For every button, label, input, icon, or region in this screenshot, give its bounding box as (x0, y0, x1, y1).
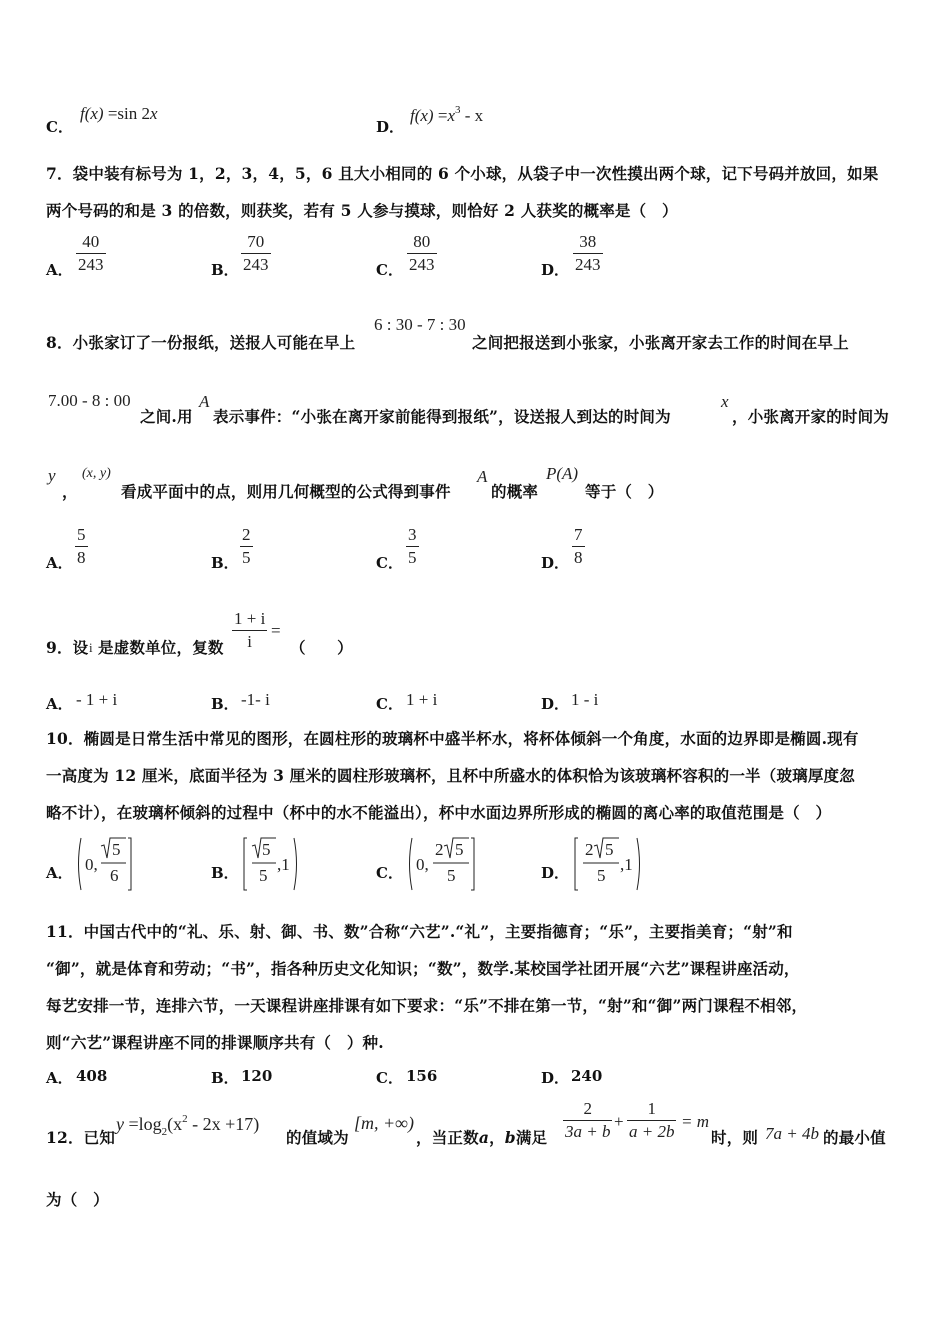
q10-b-rad: 5 (262, 840, 271, 859)
q8-var-x: x (721, 392, 729, 411)
q8-a-num: 5 (75, 524, 88, 547)
q7-option-a-label: A． (46, 261, 73, 279)
q7-line1: 7．袋中装有标号为 1，2，3，4，5，6 且大小相同的 6 个小球，从袋子中一次性摸出两个球，记下号码并放回，如果 (46, 164, 879, 183)
q12-eq-m: = m (681, 1112, 709, 1131)
q10-c-coef: 2 (435, 840, 444, 859)
q12-text-e: 时，则 (711, 1128, 759, 1147)
q11-option-c-label: C． (376, 1069, 403, 1087)
q10-a-den: 6 (110, 866, 119, 885)
q7-option-c-label: C． (376, 261, 403, 279)
q12-text-f: 的最小值 (823, 1128, 886, 1147)
q12-var-a: a (478, 1128, 490, 1147)
q7-option-c-fraction (407, 231, 437, 276)
q7-c-den: 243 (409, 255, 435, 274)
q12-func-base: 2 (161, 1126, 168, 1138)
q12-f2-den: a + 2b (629, 1122, 675, 1141)
q10-d-coef: 2 (585, 840, 594, 859)
q8-c-num: 3 (406, 524, 419, 547)
q12-f2-num: 1 (627, 1098, 676, 1121)
q9-option-a-value: - 1 + i (76, 690, 118, 709)
q9-option-c-value: 1 + i (406, 690, 438, 709)
q6-c-lhs: f(x) (80, 104, 104, 123)
q9-text-a: 9．设 (46, 638, 89, 657)
q12-sep: ， (489, 1128, 505, 1147)
q8-line2-c: ，小张离开家的时间为 (732, 407, 890, 426)
q6-d-eq: = (433, 106, 448, 125)
q10-c-den: 5 (447, 866, 456, 885)
q11-line3: 每艺安排一节，连排六节，一天课程讲座排课有如下要求：“乐”不排在第一节，“射”和“御”两门课程不相邻， (46, 996, 808, 1015)
q10-line3: 略不计），在玻璃杯倾斜的过程中（杯中的水不能溢出），杯中水面边界所形成的椭圆的离心率的取值范围是（ ） (46, 803, 832, 822)
q10-line2: 一高度为 12 厘米，底面半径为 3 厘米的圆柱形玻璃杯，且杯中所盛水的体积恰为该玻璃杯容积的一半（玻璃厚度忽 (46, 766, 855, 785)
q8-option-b-fraction (240, 524, 253, 569)
q10-option-c-label: C． (376, 864, 403, 882)
q9-eq: = (271, 621, 281, 640)
q9-option-c-label: C． (376, 695, 403, 713)
q10-a-left: 0, (85, 855, 98, 874)
q8-a-den: 8 (77, 548, 86, 567)
q12-expr: 7a + 4b (765, 1124, 819, 1143)
q8-time2: 7.00 - 8 : 00 (48, 391, 131, 410)
q12-text-c-label: ，当正数 (416, 1128, 479, 1147)
q12-text-a: 12．已知 (46, 1128, 116, 1147)
q7-d-den: 243 (575, 255, 601, 274)
q12-func-eq: =log (124, 1114, 162, 1134)
q9-option-d-value: 1 - i (571, 690, 599, 709)
q11-option-d-label: D． (541, 1069, 570, 1087)
q8-option-a-fraction (75, 524, 88, 569)
q10-b-right: ,1 (277, 855, 290, 874)
q12-fraction-2 (627, 1098, 676, 1143)
q10-option-b-label: B． (211, 864, 239, 882)
q12-func-arg-sup: 2 (182, 1113, 188, 1125)
q7-c-num: 80 (407, 231, 437, 254)
q12-text-c (416, 1126, 547, 1148)
q7-option-a-fraction (76, 231, 106, 276)
q12-func-arg-a: (x (167, 1114, 183, 1134)
q9-option-b-label: B． (211, 695, 239, 713)
q12-plus: + (614, 1112, 624, 1131)
q9-text-b: 是虚数单位，复数 (98, 638, 224, 657)
q11-line1: 11．中国古代中的“礼、乐、射、御、书、数”合称“六艺”.“礼”，主要指德育；“乐”，主要指美育；“射”和 (46, 922, 793, 941)
q8-c-den: 5 (408, 548, 417, 567)
q9-paren: （ ） (290, 638, 353, 657)
q9-fraction (232, 608, 267, 653)
q11-option-c-value: 156 (406, 1067, 438, 1085)
q9-option-d-label: D． (541, 695, 570, 713)
q10-option-d-label: D． (541, 864, 570, 882)
q12-line2: 为（ ） (46, 1190, 109, 1209)
q8-line3-c: 等于（ ） (585, 482, 664, 501)
q10-b-bracket (242, 836, 304, 892)
q8-option-d-fraction (572, 524, 585, 569)
q6-d-tail: - x (460, 106, 484, 125)
q6-c-eq: =sin 2 (103, 104, 151, 123)
q8-pa: P(A) (546, 464, 579, 483)
q12-f1-den: 3a + b (565, 1122, 611, 1141)
q7-line2: 两个号码的和是 3 的倍数，则获奖，若有 5 人参与摸球，则恰好 2 人获奖的概率是（ ） (46, 201, 678, 220)
q12-func-y: y (116, 1114, 124, 1134)
q8-line3-a: 看成平面中的点，则用几何概型的公式得到事件 (121, 482, 451, 501)
q8-line1-b: 之间把报送到小张家，小张离开家去工作的时间在早上 (472, 333, 849, 352)
q7-a-num: 40 (76, 231, 106, 254)
q6-option-c-expr (80, 104, 158, 124)
q6-option-d-expr (410, 104, 483, 126)
q6-d-sup: 3 (454, 104, 461, 116)
q8-b-num: 2 (240, 524, 253, 547)
q8-option-d-label: D． (541, 554, 570, 572)
q6-d-lhs: f(x) (410, 106, 434, 125)
q8-var-A2: A (477, 467, 488, 486)
q9-num: 1 + i (232, 608, 267, 631)
q12-f1-num: 2 (563, 1098, 612, 1121)
q11-line4: 则“六艺”课程讲座不同的排课顺序共有（ ）种. (46, 1033, 384, 1052)
q11-option-a-value: 408 (76, 1067, 108, 1085)
q10-d-rad: 5 (605, 840, 614, 859)
q10-option-a-label: A． (46, 864, 73, 882)
q8-line1-a: 8．小张家订了一份报纸，送报人可能在早上 (46, 333, 356, 352)
q10-a-rad: 5 (112, 840, 121, 859)
q11-option-b-label: B． (211, 1069, 239, 1087)
q8-time1: 6 : 30 - 7 : 30 (374, 315, 466, 334)
q10-b-den: 5 (259, 866, 268, 885)
q10-c-rad: 5 (455, 840, 464, 859)
q6-option-c-label: C． (46, 118, 73, 136)
q12-range: [m, +∞) (354, 1113, 414, 1133)
q12-func-arg-b: - 2x +17) (187, 1114, 260, 1134)
q12-text-d: 满足 (515, 1128, 548, 1147)
q12-function (116, 1113, 259, 1138)
q10-d-right: ,1 (620, 855, 633, 874)
q6-c-var: x (150, 104, 158, 123)
q9-var-i: i (89, 640, 93, 655)
q8-pair: (x, y) (82, 466, 111, 481)
q8-option-a-label: A． (46, 554, 73, 572)
q10-c-left: 0, (416, 855, 429, 874)
q8-var-A: A (199, 392, 210, 411)
q7-d-num: 38 (573, 231, 603, 254)
q10-d-den: 5 (597, 866, 606, 885)
q12-text-b: 的值域为 (286, 1128, 349, 1147)
q7-option-b-label: B． (211, 261, 239, 279)
q11-option-d-value: 240 (571, 1067, 603, 1085)
q7-option-b-fraction (241, 231, 271, 276)
q8-option-b-label: B． (211, 554, 239, 572)
q8-var-y: y (48, 466, 56, 485)
q11-line2: “御”，就是体育和劳动；“书”，指各种历史文化知识；“数”，数学.某校国学社团开展“六艺”课程讲座活动， (46, 959, 800, 978)
q7-a-den: 243 (78, 255, 104, 274)
q8-d-num: 7 (572, 524, 585, 547)
q8-option-c-fraction (406, 524, 419, 569)
q11-option-b-value: 120 (241, 1067, 273, 1085)
q9-den: i (247, 632, 253, 651)
q8-line2-a: 之间.用 (140, 407, 193, 426)
q7-option-d-label: D． (541, 261, 570, 279)
q7-b-den: 243 (243, 255, 269, 274)
q6-option-d-label: D． (376, 118, 405, 136)
q8-b-den: 5 (242, 548, 251, 567)
q7-option-d-fraction (573, 231, 603, 276)
q8-comma: ， (62, 482, 78, 501)
q9-option-b-value: -1- i (241, 690, 270, 709)
q8-line2-b: 表示事件：“小张在离开家前能得到报纸”，设送报人到达的时间为 (213, 407, 671, 426)
q11-option-a-label: A． (46, 1069, 73, 1087)
q12-var-b: b (504, 1128, 516, 1147)
q7-b-num: 70 (241, 231, 271, 254)
q8-option-c-label: C． (376, 554, 403, 572)
q12-fraction-1 (563, 1098, 612, 1143)
q10-line1: 10．椭圆是日常生活中常见的图形，在圆柱形的玻璃杯中盛半杯水，将杯体倾斜一个角度，水面的边界即是椭圆.现有 (46, 729, 859, 748)
q8-d-den: 8 (574, 548, 583, 567)
q6-d-var: x (447, 106, 455, 125)
q9-option-a-label: A． (46, 695, 73, 713)
q8-line3-b: 的概率 (491, 482, 539, 501)
